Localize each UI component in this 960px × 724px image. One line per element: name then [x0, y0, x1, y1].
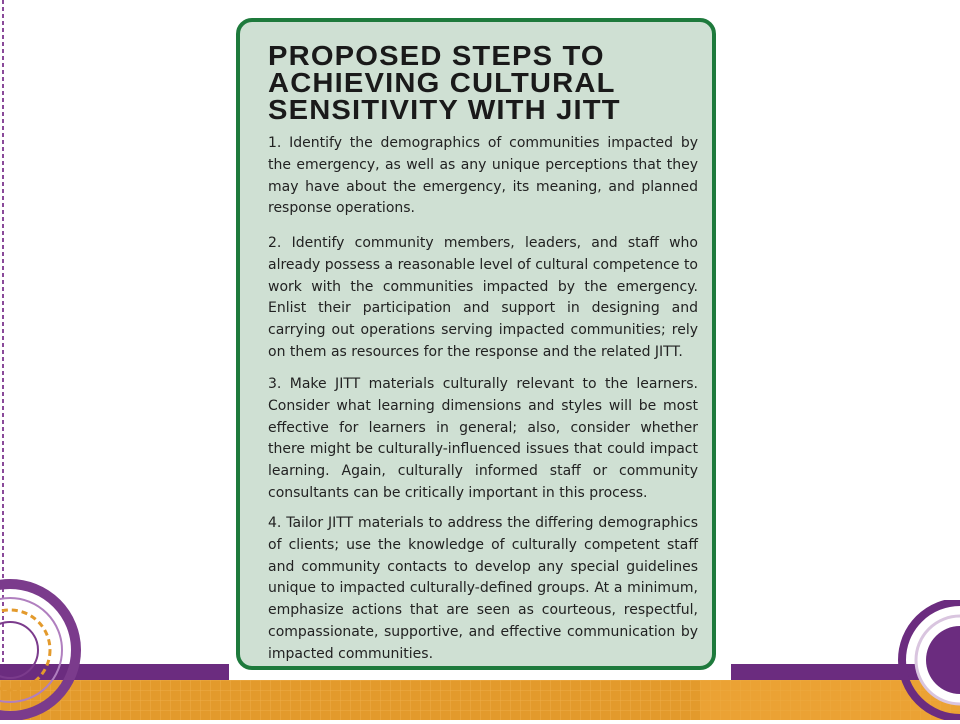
title-line-3: SENSITIVITY WITH JITT [268, 94, 621, 125]
right-circle-decoration [890, 600, 960, 720]
step-2-paragraph: 2. Identify community members, leaders, and staff who already possess a reasonable level of cultural competence to work with the communities impacted by the emergency. Enlist their participation and support in designing and carrying out operations serving impacted communities; rely on them as resources for the response and the related JITT. [268, 235, 698, 360]
step-1-paragraph: 1. Identify the demographics of communities impacted by the emergency, as well as any unique perceptions that they may have about the emergency, its meaning, and planned response operations. [268, 135, 698, 217]
step-3-paragraph: 3. Make JITT materials culturally relevant to the learners. Consider what learning dimensions and styles will be most effective for learners in general; also, consider whether there might be culturally-influenced issues that could impact learning. Again, culturally informed staff or community consultants can be critically important in this process. [268, 376, 698, 501]
title-line-1: PROPOSED STEPS TO [268, 40, 605, 71]
left-circle-decoration [0, 570, 110, 720]
document-title [268, 42, 724, 123]
step-4-paragraph: 4. Tailor JITT materials to address the differing demographics of clients; use the knowledge of culturally competent staff and community contacts to develop any special guidelines unique to impacted culturally-defined groups. At a minimum, emphasize actions that are seen as courteous, respectful, compassionate, supportive, and effective communication by impacted communities. [268, 515, 698, 662]
bottom-orange-band [0, 680, 960, 720]
title-line-2: ACHIEVING CULTURAL [268, 67, 616, 98]
